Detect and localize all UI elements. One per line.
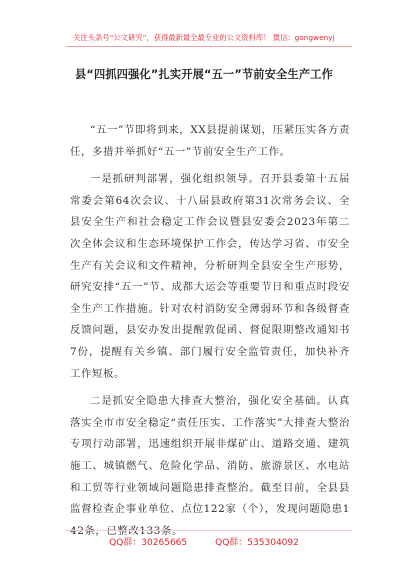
document-body [70, 120, 350, 542]
header-divider [66, 46, 352, 47]
footer [0, 535, 408, 548]
paragraph-point-two: 二是抓安全隐患大排查大整治，强化安全基础。认真落实全市市安全稳定“责任压实、工作落实”大排查大整治专项行动部署，迅速组织开展非煤矿山、道路交通、建筑施工、城镇燃气、危险化学品、消防、旅游景区、水电站和工贸等行业领域问题隐患排查整治。截至目前，全县县监督检查企事业单位、点位122家（个），发现问题隐患142条，已整改133条。 [70, 395, 350, 537]
document-title: 县“四抓四强化”扎实开展“五一”节前安全生产工作 [75, 68, 333, 81]
header-banner: 关注头条号“公文研究”，获得最新最全最专业的公文资料库！ 微信：gongwenyj [73, 33, 335, 42]
footer-qq-group-2: QQ群：535304092 [215, 538, 299, 548]
paragraph-point-one: 一是抓研判部署，强化组织领导。召开县委第十五届常委会第64次会议、十八届县政府第31次常务会议、全县安全生产和社会稳定工作会议暨县安委会2023年第二次全体会议和生态环境保护工作会，传达学习省、市安全生产有关会议和文件精神，分析研判全县安全生产形势，研究安排“五一”节、成都大运会等重要节日和重点时段安全生产工作措施。针对农村消防安全薄弱环节和各级督查反馈问题，县安办发出提醒敦促函、督促限期整改通知书7份，提醒有关乡镇、部门履行安全监管责任，加快补齐工作短板。 [70, 173, 350, 380]
footer-qq-group-1: QQ群：30265665 [109, 538, 188, 548]
paragraph-intro: “五一”节即将到来，XX县提前谋划，压紧压实各方责任，多措并举抓好“五一”节前安全生产工作。 [70, 124, 350, 158]
footer-divider [66, 530, 352, 531]
